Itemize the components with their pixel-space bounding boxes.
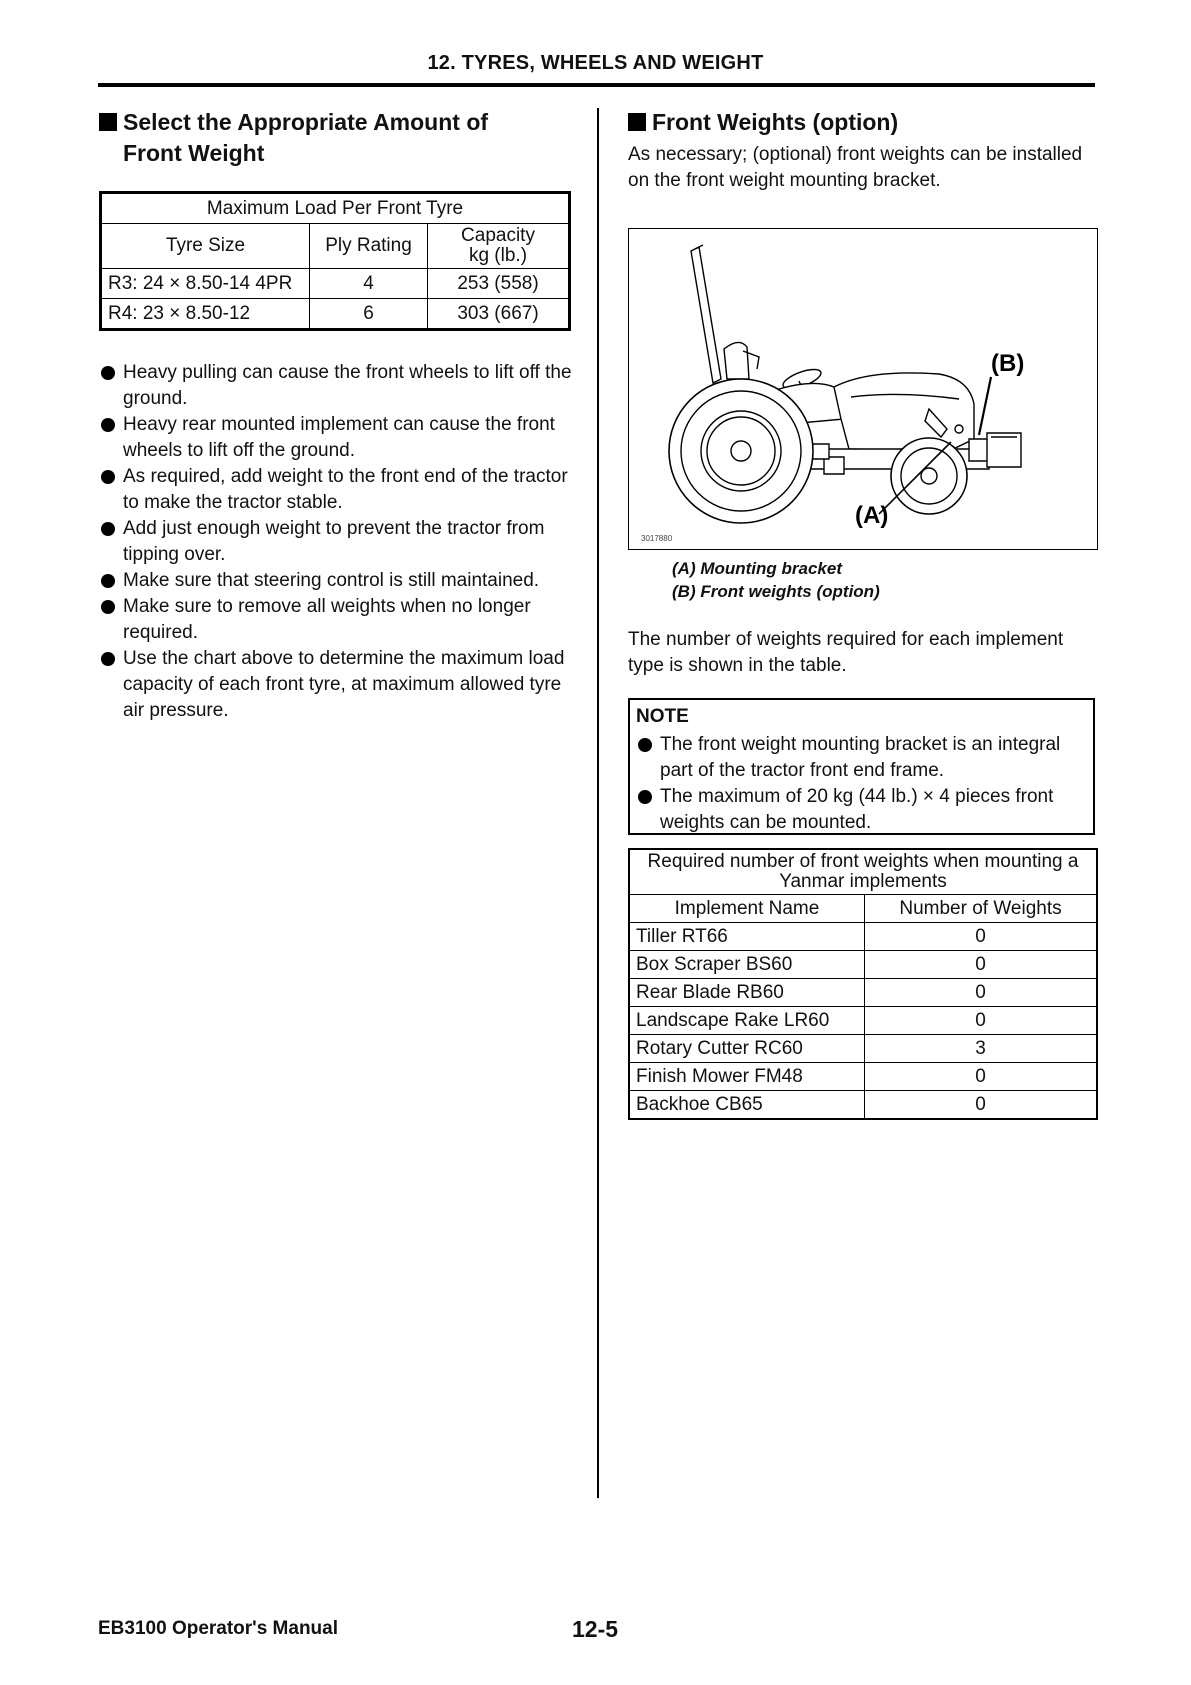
table-row — [629, 951, 1097, 979]
weight-count-cell: 3 — [865, 1035, 1098, 1063]
capacity-cell: 303 (667) — [428, 299, 570, 330]
tyre-size-cell: R3: 24 × 8.50-14 4PR — [101, 269, 310, 299]
heading-line-1: Select the Appropriate Amount of — [123, 109, 489, 135]
tractor-figure — [628, 228, 1098, 550]
list-item-text: Use the chart above to determine the maximum load capacity of each front tyre, at maximum allowed tyre air pressure. — [123, 648, 565, 721]
bullet-icon — [101, 522, 115, 536]
weight-count-cell: 0 — [865, 923, 1098, 951]
figure-captions — [672, 557, 880, 603]
implement-name-cell: Box Scraper BS60 — [629, 951, 865, 979]
list-item — [99, 516, 579, 568]
weight-count-cell: 0 — [865, 979, 1098, 1007]
list-item-text: The front weight mounting bracket is an integral part of the tractor front end frame. — [660, 734, 1061, 781]
list-item-text: Heavy pulling can cause the front wheels to lift off the ground. — [123, 362, 572, 409]
table-row — [629, 1007, 1097, 1035]
list-item-text: The maximum of 20 kg (44 lb.) × 4 pieces front weights can be mounted. — [660, 786, 1054, 833]
implement-name-cell: Rotary Cutter RC60 — [629, 1035, 865, 1063]
table-row — [629, 1063, 1097, 1091]
list-item — [99, 464, 579, 516]
list-item — [99, 412, 579, 464]
header-rule — [98, 83, 1095, 87]
footer-manual-title: EB3100 Operator's Manual — [98, 1618, 338, 1639]
weight-count-cell: 0 — [865, 1091, 1098, 1120]
weights-table-intro: The number of weights required for each implement type is shown in the table. — [628, 629, 1064, 676]
square-bullet-icon — [628, 113, 646, 131]
ply-rating-cell: 4 — [310, 269, 428, 299]
column-header-number-of-weights: Number of Weights — [865, 895, 1098, 923]
list-item — [99, 568, 579, 594]
list-item-text: Add just enough weight to prevent the tractor from tipping over. — [123, 518, 545, 565]
list-item — [634, 732, 1089, 784]
column-header-implement-name: Implement Name — [629, 895, 865, 923]
list-item-text: As required, add weight to the front end of the tractor to make the tractor stable. — [123, 466, 568, 513]
note-box — [628, 698, 1095, 835]
bullet-icon — [638, 790, 652, 804]
implement-name-cell: Rear Blade RB60 — [629, 979, 865, 1007]
page-header-title: 12. TYRES, WHEELS AND WEIGHT — [427, 52, 764, 74]
capacity-cell: 253 (558) — [428, 269, 570, 299]
heading-line-2: Front Weight — [123, 140, 265, 166]
list-item — [99, 360, 579, 412]
note-list — [634, 732, 1089, 836]
bullet-icon — [101, 600, 115, 614]
bullet-icon — [101, 652, 115, 666]
weight-count-cell: 0 — [865, 1063, 1098, 1091]
max-load-table — [99, 191, 571, 331]
max-load-table-title: Maximum Load Per Front Tyre — [101, 193, 570, 224]
implement-name-cell: Backhoe CB65 — [629, 1091, 865, 1120]
caption-b: (B) Front weights (option) — [672, 582, 880, 601]
heading-text: Front Weights (option) — [652, 109, 899, 135]
section-heading-front-weight-amount — [99, 107, 488, 169]
front-weights-intro: As necessary; (optional) front weights can be installed on the front weight mounting bracket. — [628, 144, 1083, 191]
column-header-ply-rating: Ply Rating — [310, 224, 428, 269]
column-divider — [597, 108, 599, 1498]
implement-name-cell: Finish Mower FM48 — [629, 1063, 865, 1091]
column-header-capacity — [428, 224, 570, 269]
list-item-text: Make sure that steering control is still maintained. — [123, 570, 540, 591]
footer-page-number: 12-5 — [572, 1616, 619, 1642]
list-item-text: Make sure to remove all weights when no longer required. — [123, 596, 531, 643]
weight-count-cell: 0 — [865, 1007, 1098, 1035]
section-heading-front-weights — [628, 107, 898, 138]
list-item — [99, 594, 579, 646]
list-item-text: Heavy rear mounted implement can cause the front wheels to lift off the ground. — [123, 414, 555, 461]
figure-label-b: (B) — [991, 350, 1025, 377]
tyre-size-cell: R4: 23 × 8.50-12 — [101, 299, 310, 330]
table-row — [629, 923, 1097, 951]
capacity-label: Capacity — [461, 225, 535, 246]
list-item — [634, 784, 1089, 836]
weight-guidance-list — [99, 360, 579, 724]
tractor-illustration — [629, 229, 1097, 549]
square-bullet-icon — [99, 113, 117, 131]
bullet-icon — [101, 418, 115, 432]
note-title: NOTE — [636, 706, 689, 727]
bullet-icon — [638, 738, 652, 752]
front-weights-table — [628, 848, 1098, 1120]
table-row — [629, 1035, 1097, 1063]
list-item — [99, 646, 579, 724]
caption-a: (A) Mounting bracket — [672, 559, 842, 578]
ply-rating-cell: 6 — [310, 299, 428, 330]
implement-name-cell: Landscape Rake LR60 — [629, 1007, 865, 1035]
table-row — [629, 979, 1097, 1007]
implement-name-cell: Tiller RT66 — [629, 923, 865, 951]
table-row — [629, 1091, 1097, 1120]
figure-label-a: (A) — [855, 502, 889, 529]
table-row — [101, 269, 570, 299]
figure-code: 3017880 — [641, 534, 673, 543]
table-row — [101, 299, 570, 330]
capacity-unit: kg (lb.) — [468, 245, 528, 266]
bullet-icon — [101, 574, 115, 588]
weights-table-title: Required number of front weights when mounting a Yanmar implements — [629, 849, 1097, 895]
column-header-tyre-size: Tyre Size — [101, 224, 310, 269]
bullet-icon — [101, 470, 115, 484]
bullet-icon — [101, 366, 115, 380]
weight-count-cell: 0 — [865, 951, 1098, 979]
